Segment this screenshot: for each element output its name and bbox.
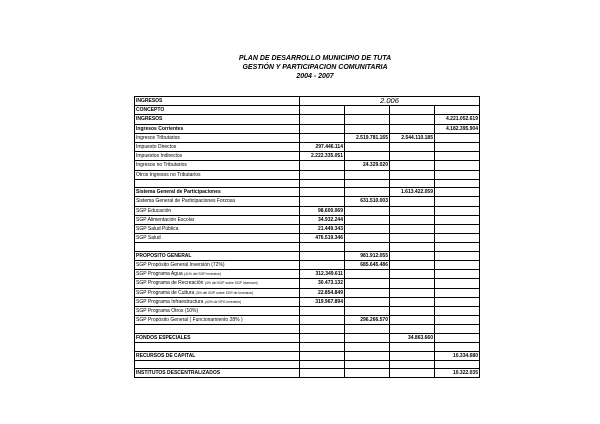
row-label-note: (42% de SPG inversión)	[204, 299, 242, 304]
table-row	[135, 106, 480, 115]
value-cell-col-2	[345, 142, 390, 151]
row-label	[135, 170, 300, 179]
row-label-text: FONDOS ESPECIALES	[136, 334, 191, 341]
table-row	[135, 115, 480, 124]
title-line-2: GESTIÓN Y PARTICIPACION COMUNITARIA	[242, 64, 388, 71]
table-separator-row	[135, 343, 480, 352]
value-cell-col-4	[435, 106, 480, 115]
value-cell-col-2	[345, 279, 390, 288]
value-cell-col-3	[390, 343, 435, 352]
row-label	[135, 360, 300, 369]
row-label	[135, 142, 300, 151]
row-label	[135, 261, 300, 270]
row-label-text: RECURSOS DE CAPITAL	[136, 352, 196, 359]
value-cell-col-3	[390, 215, 435, 224]
value-cell-col-1	[300, 251, 345, 260]
value-cell-col-1	[300, 133, 345, 142]
row-label-text: CONCEPTO	[136, 107, 165, 114]
value-cell-col-3	[390, 197, 435, 206]
value-cell-col-4	[435, 234, 480, 243]
value-cell-col-4	[435, 270, 480, 279]
value-cell-col-2	[345, 333, 390, 342]
row-label-text: Ingresos no Tributarios	[136, 162, 187, 169]
value-cell-col-1	[300, 179, 345, 188]
value-cell-col-4	[435, 243, 480, 252]
row-label-text: PROPOSITO GENERAL	[136, 252, 192, 259]
value-cell-col-1	[300, 115, 345, 124]
value-cell-col-3	[390, 251, 435, 260]
value-cell-col-3	[390, 115, 435, 124]
value-cell-col-1: 21.449.343	[300, 224, 345, 233]
row-label-text: Ingresos Corrientes	[136, 125, 184, 132]
value-cell-col-2: 685.645.486	[345, 261, 390, 270]
value-cell-col-3: 1.613.422.059	[390, 188, 435, 197]
value-cell-col-4	[435, 215, 480, 224]
value-cell-col-1	[300, 343, 345, 352]
value-cell-col-1	[300, 124, 345, 133]
row-label-text: Otros Ingresos no Tributarios	[136, 171, 201, 178]
value-cell-col-2	[345, 188, 390, 197]
value-cell-col-4	[435, 325, 480, 334]
value-cell-col-1	[300, 261, 345, 270]
value-cell-col-1	[300, 306, 345, 315]
value-cell-col-2	[345, 270, 390, 279]
table-row	[135, 316, 480, 325]
row-label-note: (4% del SGP sobre SGP Inversion)	[204, 281, 258, 286]
table-row	[135, 215, 480, 224]
value-cell-col-3	[390, 142, 435, 151]
value-cell-col-2	[345, 360, 390, 369]
row-label	[135, 206, 300, 215]
value-cell-col-1: 22.854.849	[300, 288, 345, 297]
row-label-text: SGP Programa de Cultura	[136, 289, 195, 296]
row-label-text: SGP Salud	[136, 235, 161, 242]
table-row	[135, 234, 480, 243]
value-cell-col-4	[435, 170, 480, 179]
row-label	[135, 279, 300, 288]
row-label-text: Sistema General de Participaciones Forzosa	[136, 198, 235, 205]
value-cell-col-2	[345, 243, 390, 252]
table-row	[135, 142, 480, 151]
row-label-note: (3% del SGP sobre SGP de Inversion)	[195, 290, 254, 295]
row-label	[135, 333, 300, 342]
table-separator-row	[135, 325, 480, 334]
header-label: INGRESOS	[135, 97, 300, 106]
value-cell-col-1: 297.446.114	[300, 142, 345, 151]
value-cell-col-4	[435, 360, 480, 369]
value-cell-col-3	[390, 316, 435, 325]
value-cell-col-4	[435, 306, 480, 315]
row-label	[135, 325, 300, 334]
row-label	[135, 224, 300, 233]
value-cell-col-1: 2.222.335.051	[300, 152, 345, 161]
value-cell-col-4	[435, 297, 480, 306]
table-header-row	[135, 97, 480, 106]
row-label-text: SGP Propósito General ( Funcionamiento 28% )	[136, 317, 243, 324]
income-table	[134, 96, 480, 378]
table-row	[135, 261, 480, 270]
value-cell-col-3	[390, 279, 435, 288]
row-label-note: (41% del SGP inversion)	[184, 272, 222, 277]
table-separator-row	[135, 179, 480, 188]
value-cell-col-3	[390, 234, 435, 243]
value-cell-col-2	[345, 297, 390, 306]
value-cell-col-3	[390, 360, 435, 369]
value-cell-col-2	[345, 106, 390, 115]
value-cell-col-3	[390, 306, 435, 315]
value-cell-col-3: 2.544.110.185	[390, 133, 435, 142]
header-year: 2.006	[300, 97, 480, 106]
row-label	[135, 161, 300, 170]
table-separator-row	[135, 243, 480, 252]
table-row	[135, 251, 480, 260]
value-cell-col-2	[345, 170, 390, 179]
value-cell-col-2	[345, 124, 390, 133]
value-cell-col-1	[300, 369, 345, 378]
value-cell-col-4	[435, 152, 480, 161]
value-cell-col-1	[300, 243, 345, 252]
value-cell-col-4	[435, 261, 480, 270]
row-label-text: SGP Propósito General Inversión (72%)	[136, 262, 225, 269]
value-cell-col-1	[300, 188, 345, 197]
row-label-text: SGP Programa de Recreación	[136, 280, 204, 287]
value-cell-col-3	[390, 297, 435, 306]
table-row	[135, 170, 480, 179]
value-cell-col-3	[390, 325, 435, 334]
row-label-text: Impuestos Indirectos	[136, 153, 183, 160]
table-row	[135, 188, 480, 197]
value-cell-col-1	[300, 197, 345, 206]
row-label	[135, 369, 300, 378]
table-row	[135, 197, 480, 206]
row-label-text: SGP Programa Infraestructura	[136, 298, 204, 305]
value-cell-col-4	[435, 333, 480, 342]
value-cell-col-2	[345, 115, 390, 124]
value-cell-col-1: 312.349.611	[300, 270, 345, 279]
value-cell-col-4	[435, 142, 480, 151]
value-cell-col-2	[345, 288, 390, 297]
value-cell-col-2: 296.266.570	[345, 316, 390, 325]
value-cell-col-3	[390, 124, 435, 133]
row-label	[135, 288, 300, 297]
value-cell-col-1: 30.473.132	[300, 279, 345, 288]
value-cell-col-4	[435, 133, 480, 142]
value-cell-col-1	[300, 351, 345, 360]
row-label	[135, 234, 300, 243]
value-cell-col-4	[435, 288, 480, 297]
value-cell-col-2	[345, 179, 390, 188]
table-row	[135, 270, 480, 279]
table-row	[135, 297, 480, 306]
row-label-text: INGRESOS	[136, 116, 163, 123]
value-cell-col-1	[300, 106, 345, 115]
value-cell-col-3	[390, 152, 435, 161]
value-cell-col-1: 98.600.069	[300, 206, 345, 215]
value-cell-col-3	[390, 369, 435, 378]
value-cell-col-3	[390, 161, 435, 170]
row-label	[135, 306, 300, 315]
value-cell-col-2	[345, 224, 390, 233]
value-cell-col-2	[345, 215, 390, 224]
row-label	[135, 215, 300, 224]
value-cell-col-4: 10.322.035	[435, 369, 480, 378]
value-cell-col-2	[345, 306, 390, 315]
value-cell-col-1	[300, 325, 345, 334]
value-cell-col-1	[300, 333, 345, 342]
value-cell-col-1	[300, 170, 345, 179]
row-label	[135, 351, 300, 360]
value-cell-col-3	[390, 270, 435, 279]
value-cell-col-3	[390, 243, 435, 252]
table-row	[135, 369, 480, 378]
row-label	[135, 343, 300, 352]
value-cell-col-3	[390, 179, 435, 188]
value-cell-col-4	[435, 188, 480, 197]
table-row	[135, 288, 480, 297]
row-label	[135, 179, 300, 188]
table-row	[135, 279, 480, 288]
table-row	[135, 351, 480, 360]
value-cell-col-3	[390, 206, 435, 215]
value-cell-col-2: 981.912.055	[345, 251, 390, 260]
row-label	[135, 316, 300, 325]
value-cell-col-3	[390, 288, 435, 297]
row-label	[135, 124, 300, 133]
row-label	[135, 106, 300, 115]
value-cell-col-2	[345, 369, 390, 378]
row-label-text: SGP Salud Pública	[136, 226, 179, 233]
value-cell-col-2: 24.329.020	[345, 161, 390, 170]
value-cell-col-3: 34.863.660	[390, 333, 435, 342]
row-label-text: SGP Programa Otros (10%)	[136, 308, 199, 315]
value-cell-col-4: 10.334.680	[435, 351, 480, 360]
row-label	[135, 297, 300, 306]
table-row	[135, 333, 480, 342]
row-label	[135, 197, 300, 206]
value-cell-col-4	[435, 224, 480, 233]
row-label-text: Ingresos Tributarios	[136, 134, 180, 141]
row-label-text: SGP Educación	[136, 207, 172, 214]
value-cell-col-1: 319.967.894	[300, 297, 345, 306]
row-label-text: Impuesto Directos	[136, 144, 177, 151]
value-cell-col-4	[435, 279, 480, 288]
value-cell-col-2	[345, 343, 390, 352]
value-cell-col-1	[300, 316, 345, 325]
row-label-text: Sistema General de Participaciones	[136, 189, 221, 196]
value-cell-col-3	[390, 261, 435, 270]
value-cell-col-2	[345, 206, 390, 215]
table-row	[135, 152, 480, 161]
table-row	[135, 224, 480, 233]
value-cell-col-2	[345, 351, 390, 360]
value-cell-col-1: 476.519.346	[300, 234, 345, 243]
value-cell-col-4: 4.221.052.619	[435, 115, 480, 124]
row-label	[135, 133, 300, 142]
value-cell-col-4	[435, 343, 480, 352]
table-row	[135, 124, 480, 133]
value-cell-col-3	[390, 170, 435, 179]
table-row	[135, 306, 480, 315]
value-cell-col-3	[390, 224, 435, 233]
value-cell-col-2: 631.510.003	[345, 197, 390, 206]
value-cell-col-1: 34.932.244	[300, 215, 345, 224]
title-line-3: 2004 - 2007	[296, 73, 334, 80]
table-separator-row	[135, 360, 480, 369]
row-label	[135, 243, 300, 252]
value-cell-col-4	[435, 316, 480, 325]
value-cell-col-4	[435, 206, 480, 215]
title-line-1: PLAN DE DESARROLLO MUNICIPIO DE TUTA	[238, 55, 392, 62]
value-cell-col-1	[300, 360, 345, 369]
row-label	[135, 270, 300, 279]
value-cell-col-4	[435, 161, 480, 170]
value-cell-col-4	[435, 179, 480, 188]
table-row	[135, 133, 480, 142]
value-cell-col-3	[390, 106, 435, 115]
value-cell-col-1	[300, 161, 345, 170]
row-label-text: SGP Programa Agua	[136, 271, 183, 278]
row-label	[135, 152, 300, 161]
value-cell-col-3	[390, 351, 435, 360]
value-cell-col-4	[435, 197, 480, 206]
value-cell-col-2	[345, 234, 390, 243]
document-title	[200, 54, 430, 81]
row-label-text: SGP Alimentación Escolar	[136, 216, 195, 223]
row-label-text: INSTITUTOS DESCENTRALIZADOS	[136, 370, 221, 377]
row-label	[135, 115, 300, 124]
row-label	[135, 251, 300, 260]
table-row	[135, 161, 480, 170]
table-row	[135, 206, 480, 215]
value-cell-col-2: 2.519.781.165	[345, 133, 390, 142]
value-cell-col-2	[345, 325, 390, 334]
value-cell-col-2	[345, 152, 390, 161]
value-cell-col-4: 4.182.395.904	[435, 124, 480, 133]
row-label	[135, 188, 300, 197]
value-cell-col-4	[435, 251, 480, 260]
